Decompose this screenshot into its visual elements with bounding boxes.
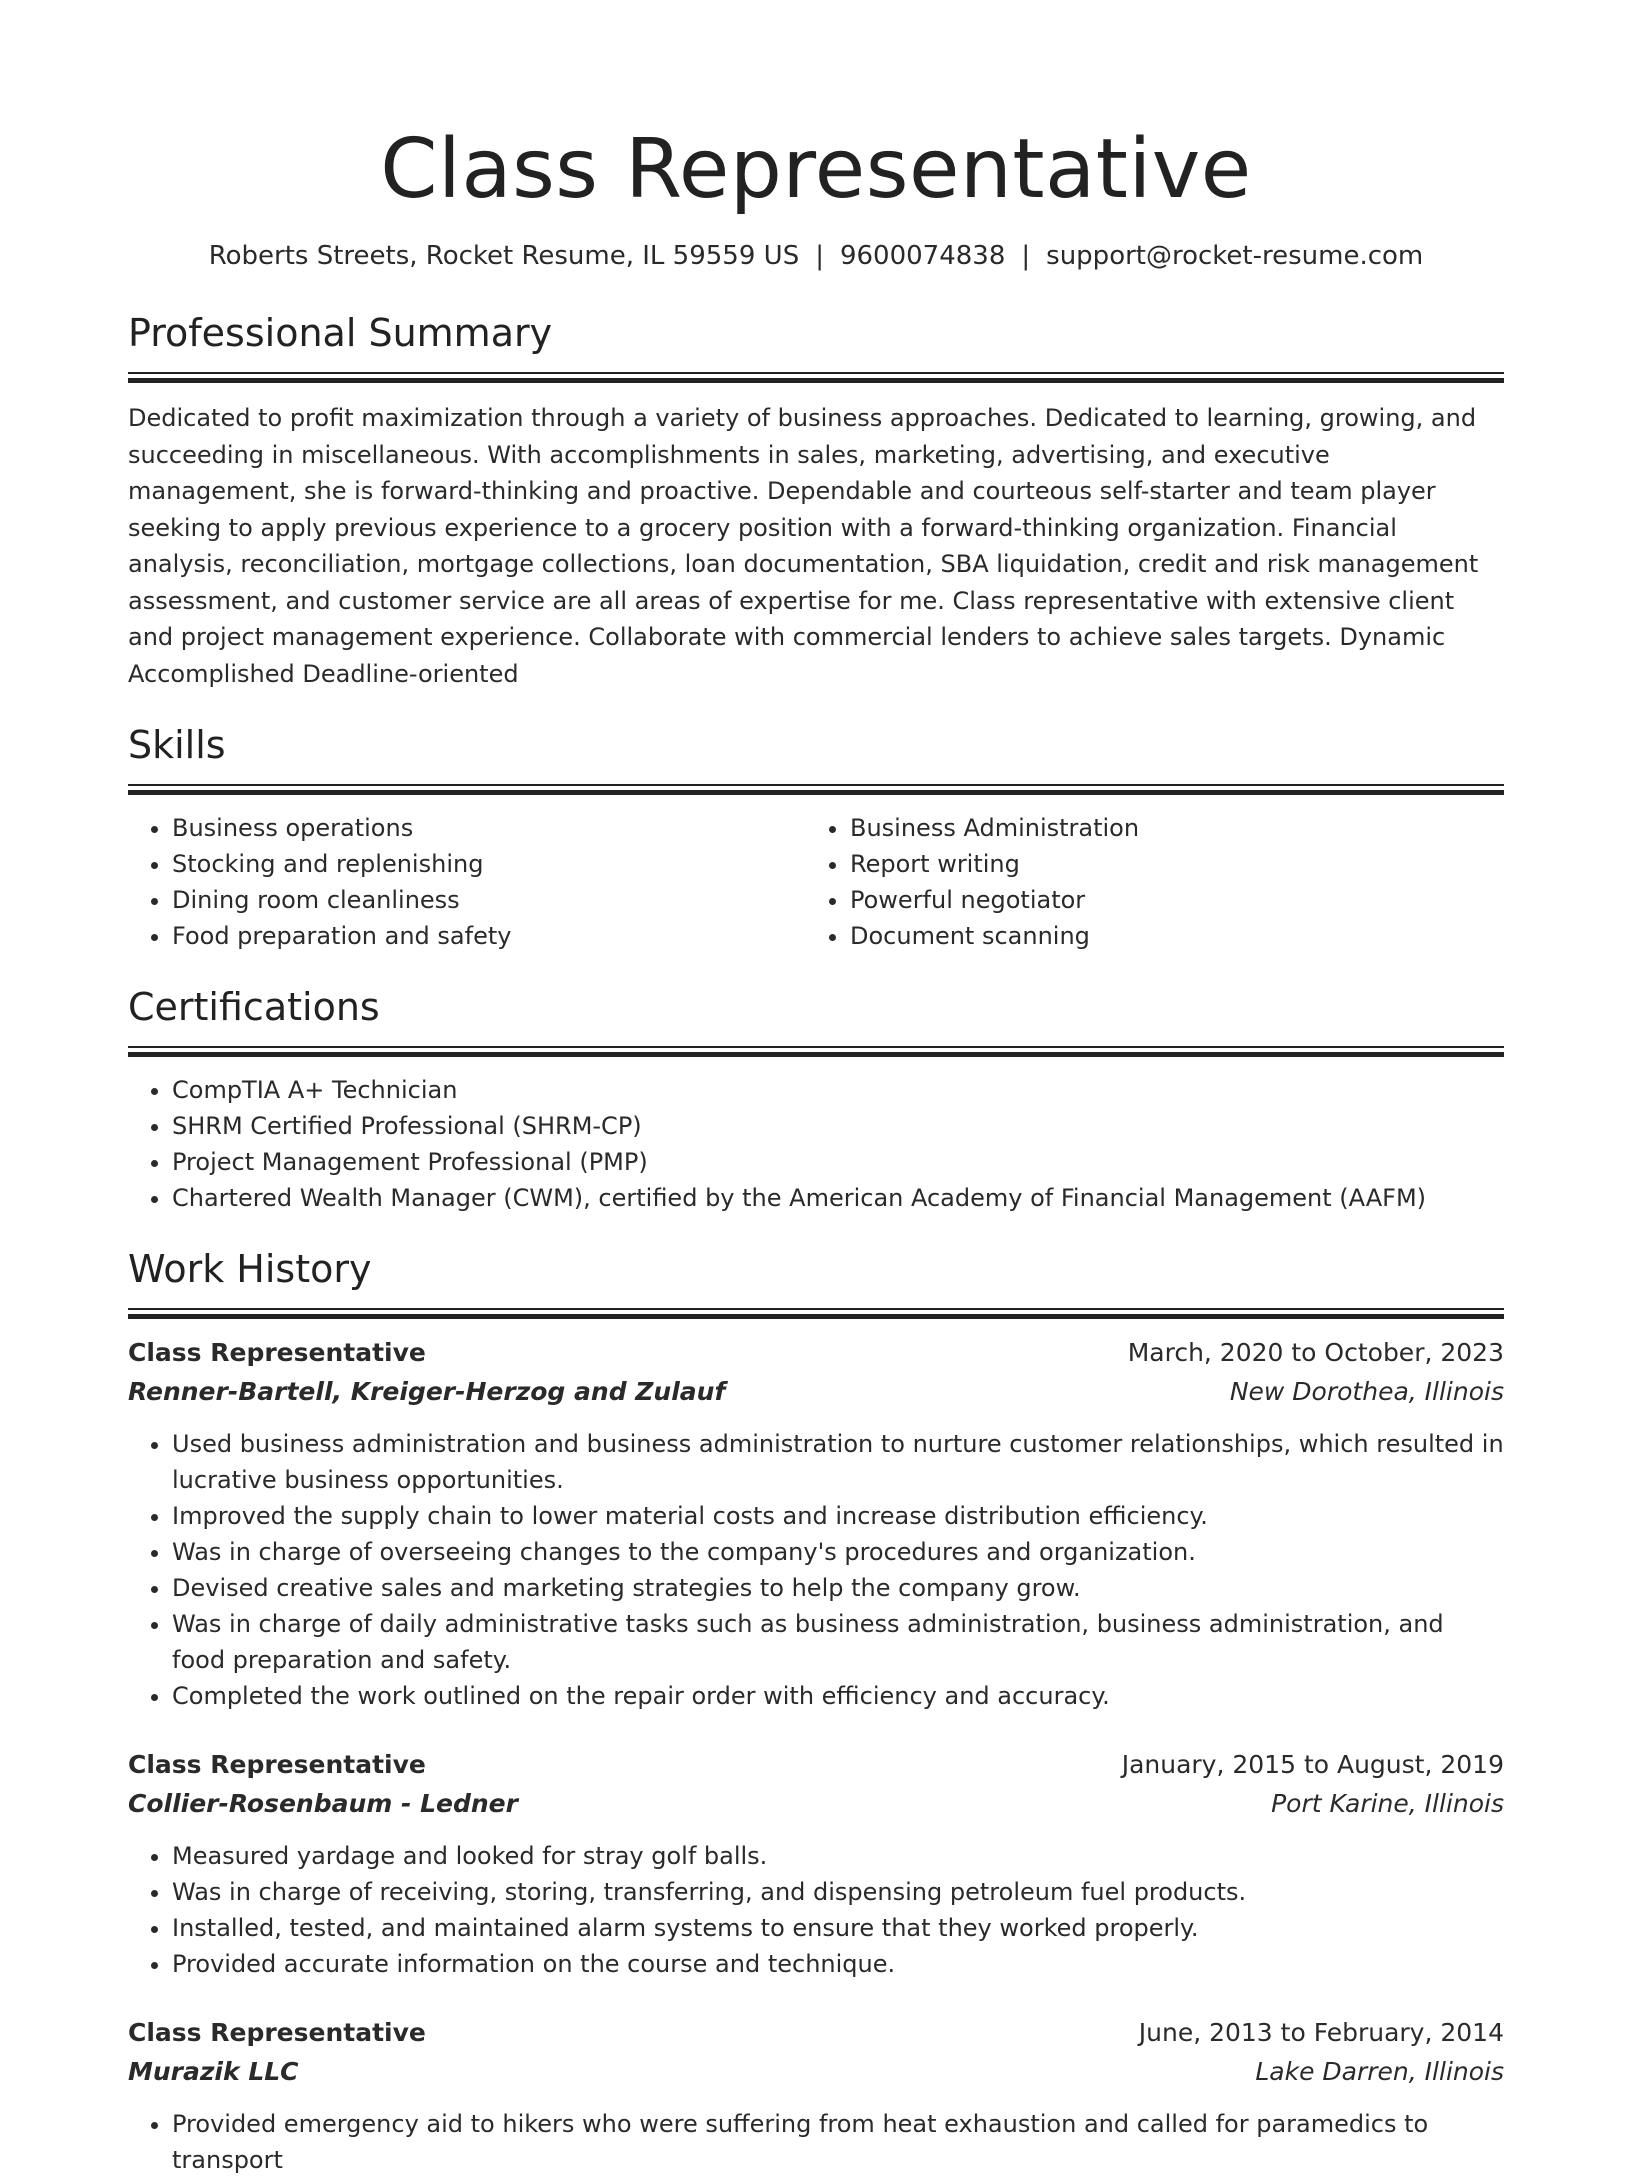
skill-item: • Business operations [172, 810, 806, 846]
skill-item: • Report writing [850, 846, 1484, 882]
certification-item: • SHRM Certified Professional (SHRM-CP) [172, 1108, 1504, 1144]
job-bullet-list [128, 1838, 1504, 1982]
summary-section [128, 308, 1504, 692]
job-subheader [128, 1372, 1504, 1412]
skill-item: • Powerful negotiator [850, 882, 1484, 918]
job-bullet: • Measured yardage and looked for stray golf balls. [172, 1838, 1504, 1874]
work-history-section [128, 1244, 1504, 2178]
section-title-work-history: Work History [128, 1247, 372, 1291]
certification-item: • Project Management Professional (PMP) [172, 1144, 1504, 1180]
section-divider [128, 1046, 1504, 1056]
section-divider [128, 784, 1504, 794]
section-title-certifications: Certifications [128, 985, 380, 1029]
skills-column-right [806, 810, 1484, 954]
job-subheader [128, 2052, 1504, 2092]
resume-page [128, 0, 1504, 2178]
contact-phone: 9600074838 [839, 241, 1006, 271]
job-bullet: • Completed the work outlined on the repair order with efficiency and accuracy. [172, 1678, 1504, 1714]
contact-line [128, 238, 1504, 274]
contact-separator: | [815, 241, 824, 271]
summary-text: Dedicated to profit maximization through a variety of business approaches. Dedicated to learning, growing, and succeeding in miscellaneous. With accomplishments in sales, marketing, advertising, and executive management, she is forward-thinking and proactive. Dependable and courteous self-starter and team player seeking to apply previous experience to a grocery position with a forward-thinking organization. Financial analysis, reconciliation, mortgage collections, loan documentation, SBA liquidation, credit and risk management assessment, and customer service are all areas of expertise for me. Class representative with extensive client and project management experience. Collaborate with commercial lenders to achieve sales targets. Dynamic Accomplished Deadline-oriented [128, 404, 1479, 688]
certification-item: • CompTIA A+ Technician [172, 1072, 1504, 1108]
job-title: Class Representative [128, 1338, 426, 1367]
section-divider [128, 1308, 1504, 1318]
section-title-skills: Skills [128, 723, 226, 767]
job-company: Collier-Rosenbaum - Ledner [128, 1789, 518, 1818]
job-header [128, 1334, 1504, 1372]
job-bullet-list [128, 1426, 1504, 1714]
job-bullet: • Devised creative sales and marketing strategies to help the company grow. [172, 1570, 1504, 1606]
job-location: New Dorothea, Illinois [1229, 1377, 1504, 1406]
job-dates: June, 2013 to February, 2014 [1138, 2018, 1504, 2047]
contact-email[interactable]: support@rocket-resume.com [1046, 241, 1424, 271]
job-dates: March, 2020 to October, 2023 [1127, 1338, 1504, 1367]
job-company: Murazik LLC [128, 2057, 299, 2086]
certification-item: • Chartered Wealth Manager (CWM), certified by the American Academy of Financial Management (AAFM) [172, 1180, 1504, 1216]
job-bullet: • Was in charge of receiving, storing, transferring, and dispensing petroleum fuel products. [172, 1874, 1504, 1910]
job-header [128, 2014, 1504, 2052]
job-bullet-list [128, 2106, 1504, 2178]
job-title: Class Representative [128, 2018, 426, 2047]
section-title-summary: Professional Summary [128, 311, 553, 355]
job-subheader [128, 1784, 1504, 1824]
skills-columns [128, 810, 1504, 954]
resume-name: Class Representative [380, 122, 1252, 217]
job-entry [128, 1746, 1504, 1982]
job-company: Renner-Bartell, Kreiger-Herzog and Zulauf [128, 1377, 726, 1406]
job-bullet: • Improved the supply chain to lower material costs and increase distribution efficiency. [172, 1498, 1504, 1534]
job-header [128, 1746, 1504, 1784]
skill-item: • Document scanning [850, 918, 1484, 954]
job-title: Class Representative [128, 1750, 426, 1779]
job-bullet: • Provided emergency aid to hikers who were suffering from heat exhaustion and called for paramedics to transport [172, 2106, 1504, 2178]
job-bullet: • Installed, tested, and maintained alarm systems to ensure that they worked properly. [172, 1910, 1504, 1946]
contact-separator: | [1021, 241, 1031, 271]
certification-list [128, 1072, 1504, 1216]
certifications-section [128, 982, 1504, 1216]
job-entry [128, 2014, 1504, 2178]
job-bullet: • Was in charge of daily administrative tasks such as business administration, business administration, and food preparation and safety. [172, 1606, 1504, 1678]
job-location: Lake Darren, Illinois [1255, 2057, 1504, 2086]
skills-section [128, 720, 1504, 954]
job-bullet: • Was in charge of overseeing changes to the company's procedures and organization. [172, 1534, 1504, 1570]
skill-item: • Food preparation and safety [172, 918, 806, 954]
job-entry [128, 1334, 1504, 1714]
job-bullet: • Provided accurate information on the course and technique. [172, 1946, 1504, 1982]
skill-item: • Business Administration [850, 810, 1484, 846]
job-bullet: • Used business administration and business administration to nurture customer relationships, which resulted in lucrative business opportunities. [172, 1426, 1504, 1498]
section-divider [128, 372, 1504, 382]
skills-column-left [128, 810, 806, 954]
skill-item: • Dining room cleanliness [172, 882, 806, 918]
job-dates: January, 2015 to August, 2019 [1121, 1750, 1504, 1779]
job-location: Port Karine, Illinois [1271, 1789, 1504, 1818]
contact-address: Roberts Streets, Rocket Resume, IL 59559 US [208, 241, 800, 271]
skill-item: • Stocking and replenishing [172, 846, 806, 882]
